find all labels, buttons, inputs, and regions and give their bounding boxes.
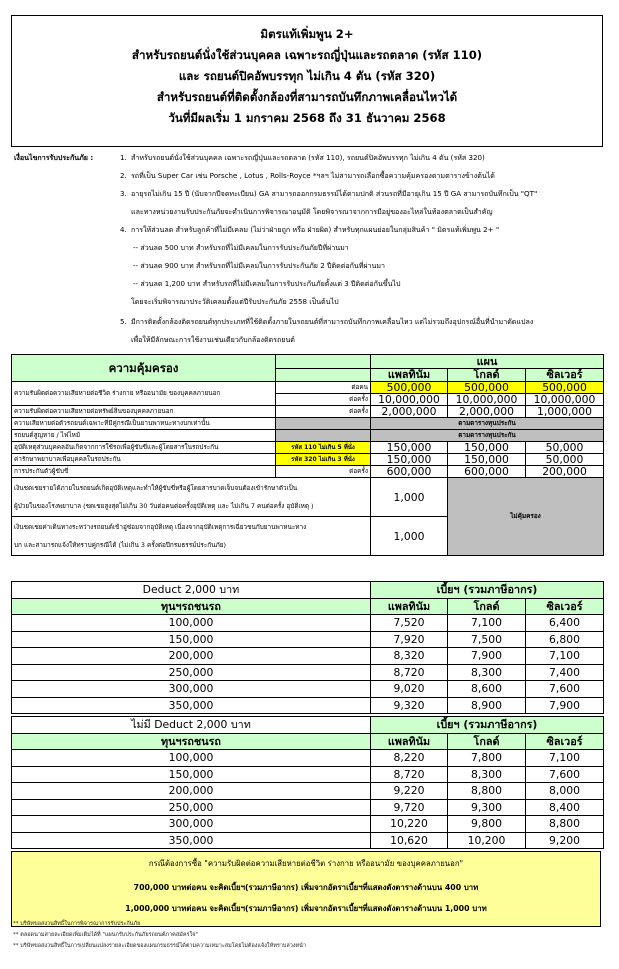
condition-number: 3. xyxy=(120,189,127,198)
coverage-value: 600,000 xyxy=(448,466,526,478)
premium-value: 7,100 xyxy=(448,615,526,632)
premium-value: 7,600 xyxy=(526,766,604,783)
coverage-value: 2,000,000 xyxy=(448,406,526,418)
premium-value: 8,900 xyxy=(448,697,526,714)
premium-value: 7,800 xyxy=(448,750,526,767)
coverage-label: ความรับผิดต่อความเสียหายต่อชีวิต ร่างกาย หรืออนามัย ของบุคคลภายนอก xyxy=(12,382,276,406)
table-row xyxy=(12,766,604,783)
premium-value: 8,600 xyxy=(448,681,526,698)
condition-text: รถที่เป็น Super Car เช่น Porsche , Lotus , Rolls-Royce *ฯลฯ ไม่สามารถเลือกซื้อความคุ้มครองตามตารางข้างต้นได้ xyxy=(131,171,495,180)
sum-insured: 300,000 xyxy=(12,816,371,833)
condition-text: -- ส่วนลด 1,200 บาท สำหรับรถที่ไม่มีเคลมในการรับประกันภัยตั้งแต่ 3 ปีติดต่อกันขึ้นไป xyxy=(133,279,401,288)
condition-text: และทางหน่วยงานรับประกันภัยจะดำเนินการพิจารณาอนุมัติ โดยพิจารณาจากการมีอยู่ของอะไหล่ในท้องตลาดเป็นสำคัญ xyxy=(131,207,493,216)
premium-value: 8,720 xyxy=(371,766,448,783)
sum-insured: 350,000 xyxy=(12,697,371,714)
premium-value: 8,300 xyxy=(448,766,526,783)
condition-text: เพื่อให้มีลักษณะการใช้งานเช่นเดียวกับกล้องติดรถยนต์ xyxy=(131,335,295,344)
coverage-value: 150,000 xyxy=(371,454,448,466)
condition-number: 1. xyxy=(120,153,127,162)
premium-right-title: เบี้ยฯ (รวมภาษีอากร) xyxy=(371,582,604,599)
coverage-value: 10,000,000 xyxy=(526,394,604,406)
condition-number: 2. xyxy=(120,171,127,180)
premium-value: 8,400 xyxy=(526,799,604,816)
plan-name: โกลด์ xyxy=(448,368,526,382)
coverage-label: ความรับผิดต่อความเสียหายต่อทรัพย์สินของบุคคลภายนอก xyxy=(12,406,276,418)
table-row xyxy=(12,648,604,665)
table-row xyxy=(12,799,604,816)
coverage-unit: ต่อครั้ง xyxy=(276,466,371,478)
plan-name: แพลทินัม xyxy=(371,733,448,750)
blank-cell xyxy=(276,355,371,369)
coverage-value: 2,000,000 xyxy=(371,406,448,418)
coverage-unit: ต่อคน xyxy=(276,382,371,394)
coverage-value: 500,000 xyxy=(371,382,448,394)
note-line: 700,000 บาทต่อคน จะคิดเบี้ยฯ(รวมภาษีอากร) เพิ่มจากอัตราเบี้ยฯที่แสดงดังตารางด้านบน 400 บาท xyxy=(133,883,479,892)
extra-coverage-value: 1,000 xyxy=(371,478,448,517)
sum-insured: 350,000 xyxy=(12,832,371,849)
sum-insured: 100,000 xyxy=(12,615,371,632)
condition-number: 4. xyxy=(120,225,127,234)
plan-name: ซิลเวอร์ xyxy=(526,733,604,750)
coverage-span-value: ตามตารางทุนประกัน xyxy=(371,418,604,430)
coverage-value: 10,000,000 xyxy=(448,394,526,406)
coverage-value: 50,000 xyxy=(526,442,604,454)
premium-value: 8,320 xyxy=(371,648,448,665)
extra-coverage-label xyxy=(12,478,371,517)
premium-value: 9,020 xyxy=(371,681,448,698)
not-covered-cell: ไม่คุ้มครอง xyxy=(448,478,604,556)
table-row xyxy=(12,664,604,681)
coverage-label: อุบัติเหตุส่วนบุคคลอันเกิดจากการใช้รถเพื่อผู้ขับขี่และผู้โดยสารในรถประกัน xyxy=(12,442,276,454)
premium-value: 9,220 xyxy=(371,783,448,800)
footnote: ** ตลอดนามสายละเอียดเพิ่มเติมได้ที่ "แผนกรับประกันภัยรถยนต์ภาคสมัครใจ" xyxy=(13,932,198,939)
coverage-value: 1,000,000 xyxy=(526,406,604,418)
note-line: กรณีต้องการซื้อ "ความรับผิดต่อความเสียหายต่อชีวิต ร่างกาย หรืออนามัย ของบุคคลภายนอก" xyxy=(148,859,464,868)
premium-value: 8,000 xyxy=(526,783,604,800)
coverage-value: 10,000,000 xyxy=(371,394,448,406)
premium-title: Deduct 2,000 บาท xyxy=(12,582,371,599)
conditions-label: เงื่อนไขการรับประกันภัย : xyxy=(14,153,94,162)
sum-insured: 150,000 xyxy=(12,631,371,648)
table-row xyxy=(12,697,604,714)
extra-coverage-line: เงินชดเชยค่าเดินทางระหว่างรถยนต์เข้าอู่ซ่อมจากอุบัติเหตุ เนื่องจากอุบัติเหตุการเฉี่ยวชนกับยานพาหนะทาง xyxy=(14,523,307,531)
premium-value: 10,220 xyxy=(371,816,448,833)
condition-text: อายุรถไม่เกิน 15 ปี (นับจากปีจดทะเบียน) GA สามารถออกกรมธรรม์ได้ตามปกติ ส่วนรถที่มีอายุเกิน 15 ปี GA สามารถบันทึกเป็น "QT" xyxy=(131,189,538,198)
sum-insured: 250,000 xyxy=(12,664,371,681)
coverage-value: 600,000 xyxy=(371,466,448,478)
plan-header: แผน xyxy=(371,355,604,369)
table-row xyxy=(12,783,604,800)
sum-insured-header: ทุนฯรถชนรถ xyxy=(12,598,371,615)
seat-tag: รหัส 320 ไม่เกิน 3 ที่นั่ง xyxy=(276,454,371,466)
extra-coverage-line: บก และสามารถแจ้งให้ทราบคู่กรณีได้ (ไม่เกิน 3 ครั้งต่อปีกรมธรรม์ประกันภัย) xyxy=(14,541,226,549)
footnote: ** บริษัทขอสงวนสิทธิ์ในการเปลี่ยนแปลงรายละเอียดของแผนกรมธรรม์ได้ตามความเหมาะสมโดยไม่ต้องแจ้งให้ทราบล่วงหน้า xyxy=(13,943,307,950)
sum-insured: 250,000 xyxy=(12,799,371,816)
premium-value: 8,800 xyxy=(448,783,526,800)
sum-insured: 300,000 xyxy=(12,681,371,698)
premium-title: ไม่มี Deduct 2,000 บาท xyxy=(12,717,371,734)
title-line: วันที่มีผลเริ่ม 1 มกราคม 2568 ถึง 31 ธันวาคม 2568 xyxy=(168,111,446,125)
premium-value: 9,720 xyxy=(371,799,448,816)
premium-value: 7,920 xyxy=(371,631,448,648)
condition-text: -- ส่วนลด 500 บาท สำหรับรถที่ไม่มีเคลมในการรับประกันภัยปีที่ผ่านมา xyxy=(133,243,349,252)
premium-value: 7,400 xyxy=(526,664,604,681)
premium-value: 7,100 xyxy=(526,648,604,665)
seat-tag: รหัส 110 ไม่เกิน 5 ที่นั่ง xyxy=(276,442,371,454)
premium-value: 6,400 xyxy=(526,615,604,632)
condition-number: 5. xyxy=(120,317,127,326)
coverage-label: รถยนต์สูญหาย / ไฟไหม้ xyxy=(12,430,276,442)
premium-value: 8,300 xyxy=(448,664,526,681)
plan-name: โกลด์ xyxy=(448,598,526,615)
premium-value: 9,300 xyxy=(448,799,526,816)
plan-name: ซิลเวอร์ xyxy=(526,368,604,382)
sum-insured: 150,000 xyxy=(12,766,371,783)
coverage-label: ความเสียหายต่อตัวรถยนต์เฉพาะที่มีคู่กรณีเป็นยานพาหนะทางบกเท่านั้น xyxy=(12,418,276,430)
title-line: สำหรับรถยนต์นั่งใช้ส่วนบุคคล เฉพาะรถญี่ปุ่นและรถตลาด (รหัส 110) xyxy=(131,48,483,62)
extra-coverage-line: ผู้ป่วยในของโรงพยาบาล (ชดเชยสูงสุดไม่เกิน 30 วันต่อคนต่อครั้งอุบัติเหตุ และ ไม่เกิน 7 คนต่อครั้ง อุบัติเหตุ ) xyxy=(14,502,314,510)
sum-insured-header: ทุนฯรถชนรถ xyxy=(12,733,371,750)
coverage-unit: ต่อครั้ง xyxy=(276,394,371,406)
premium-value: 8,800 xyxy=(526,816,604,833)
title-line: มิตรแท้เพิ่มพูน 2+ xyxy=(260,27,354,41)
coverage-header: ความคุ้มครอง xyxy=(12,355,276,382)
table-row xyxy=(12,832,604,849)
footnotes xyxy=(13,919,306,953)
premium-value: 7,100 xyxy=(526,750,604,767)
table-row xyxy=(12,681,604,698)
premium-right-title: เบี้ยฯ (รวมภาษีอากร) xyxy=(371,717,604,734)
premium-value: 9,320 xyxy=(371,697,448,714)
table-row xyxy=(12,816,604,833)
premium-value: 7,900 xyxy=(448,648,526,665)
title-line: และ รถยนต์ปิคอัพบรรทุก ไม่เกิน 4 ตัน (รหัส 320) xyxy=(178,69,436,83)
premium-value: 10,620 xyxy=(371,832,448,849)
coverage-value: 150,000 xyxy=(448,454,526,466)
coverage-label: การประกันตัวผู้ขับขี่ xyxy=(12,466,276,478)
premium-table-deduct xyxy=(11,581,604,714)
coverage-value: 500,000 xyxy=(448,382,526,394)
coverage-value: 500,000 xyxy=(526,382,604,394)
blank-cell xyxy=(276,418,371,430)
table-row xyxy=(12,750,604,767)
condition-text: โดยจะเริ่มพิจารณาประวัติเคลมตั้งแต่ปีรับประกันภัย 2558 เป็นต้นไป xyxy=(131,297,339,306)
table-row xyxy=(12,615,604,632)
condition-text: สำหรับรถยนต์นั่งใช้ส่วนบุคคล เฉพาะรถญี่ปุ่นและรถตลาด (รหัส 110), รถยนต์ปิคอัพบรรทุก ไม่เกิน 4 ตัน (รหัส 320) xyxy=(131,153,485,162)
coverage-value: 50,000 xyxy=(526,454,604,466)
premium-value: 8,220 xyxy=(371,750,448,767)
premium-value: 7,520 xyxy=(371,615,448,632)
premium-value: 7,600 xyxy=(526,681,604,698)
sum-insured: 200,000 xyxy=(12,648,371,665)
extra-coverage-label xyxy=(12,517,371,556)
premium-value: 7,900 xyxy=(526,697,604,714)
premium-value: 9,200 xyxy=(526,832,604,849)
coverage-label: ค่ารักษาพยาบาลเพื่อบุคคลในรถประกัน xyxy=(12,454,276,466)
extra-coverage-line: เงินชดเชยรายได้ภายในรถยนต์เกิดอุบัติเหตุและทำให้ผู้ขับขี่หรือผู้โดยสารบาดเจ็บจนต้องเข้ารักษาตัวเป็น xyxy=(14,484,298,492)
premium-value: 8,720 xyxy=(371,664,448,681)
sum-insured: 200,000 xyxy=(12,783,371,800)
footnote: ** บริษัทขอสงวนสิทธิ์ในการพิจารณาการรับประกันภัย xyxy=(13,921,141,927)
coverage-value: 150,000 xyxy=(371,442,448,454)
sum-insured: 100,000 xyxy=(12,750,371,767)
note-line: 1,000,000 บาทต่อคน จะคิดเบี้ยฯ(รวมภาษีอากร) เพิ่มจากอัตราเบี้ยฯที่แสดงดังตารางด้านบน 1,000 บาท xyxy=(125,904,487,913)
premium-table-no-deduct xyxy=(11,716,604,849)
title-line: สำหรับรถยนต์ที่ติดตั้งกล้องที่สามารถบันทึกภาพเคลื่อนไหวได้ xyxy=(156,90,458,104)
blank-cell xyxy=(276,368,371,382)
title-box xyxy=(11,15,603,147)
condition-text: มีการติดตั้งกล้องติดรถยนต์ทุกประเภทที่ใช้ติดตั้งภายในรถยนต์ที่สามารถบันทึกภาพเคลื่อนไหว แต่ไม่รวมถึงอุปกรณ์อื่นที่นำมาดัดแปลง xyxy=(131,317,534,326)
plan-name: แพลทินัม xyxy=(371,368,448,382)
plan-name: ซิลเวอร์ xyxy=(526,598,604,615)
plan-name: โกลด์ xyxy=(448,733,526,750)
coverage-table xyxy=(11,354,604,556)
coverage-value: 200,000 xyxy=(526,466,604,478)
condition-text: -- ส่วนลด 900 บาท สำหรับรถที่ไม่มีเคลมในการรับประกันภัย 2 ปีติดต่อกันที่ผ่านมา xyxy=(133,261,386,270)
premium-value: 9,800 xyxy=(448,816,526,833)
premium-value: 10,200 xyxy=(448,832,526,849)
optional-coverage-note xyxy=(11,851,601,927)
coverage-unit: ต่อครั้ง xyxy=(276,406,371,418)
blank-cell xyxy=(276,430,371,442)
table-row xyxy=(12,631,604,648)
plan-name: แพลทินัม xyxy=(371,598,448,615)
premium-value: 6,800 xyxy=(526,631,604,648)
coverage-value: 150,000 xyxy=(448,442,526,454)
condition-text: การให้ส่วนลด สำหรับลูกค้าที่ไม่มีเคลม (ไม่ว่าฝ่ายถูก หรือ ฝ่ายผิด) สำหรับทุกแผนย่อยในกลุ่มสินค้า " มิตรแท้เพิ่มพูน 2+ " xyxy=(131,225,500,234)
coverage-span-value: ตามตารางทุนประกัน xyxy=(371,430,604,442)
premium-value: 7,500 xyxy=(448,631,526,648)
extra-coverage-value: 1,000 xyxy=(371,517,448,556)
